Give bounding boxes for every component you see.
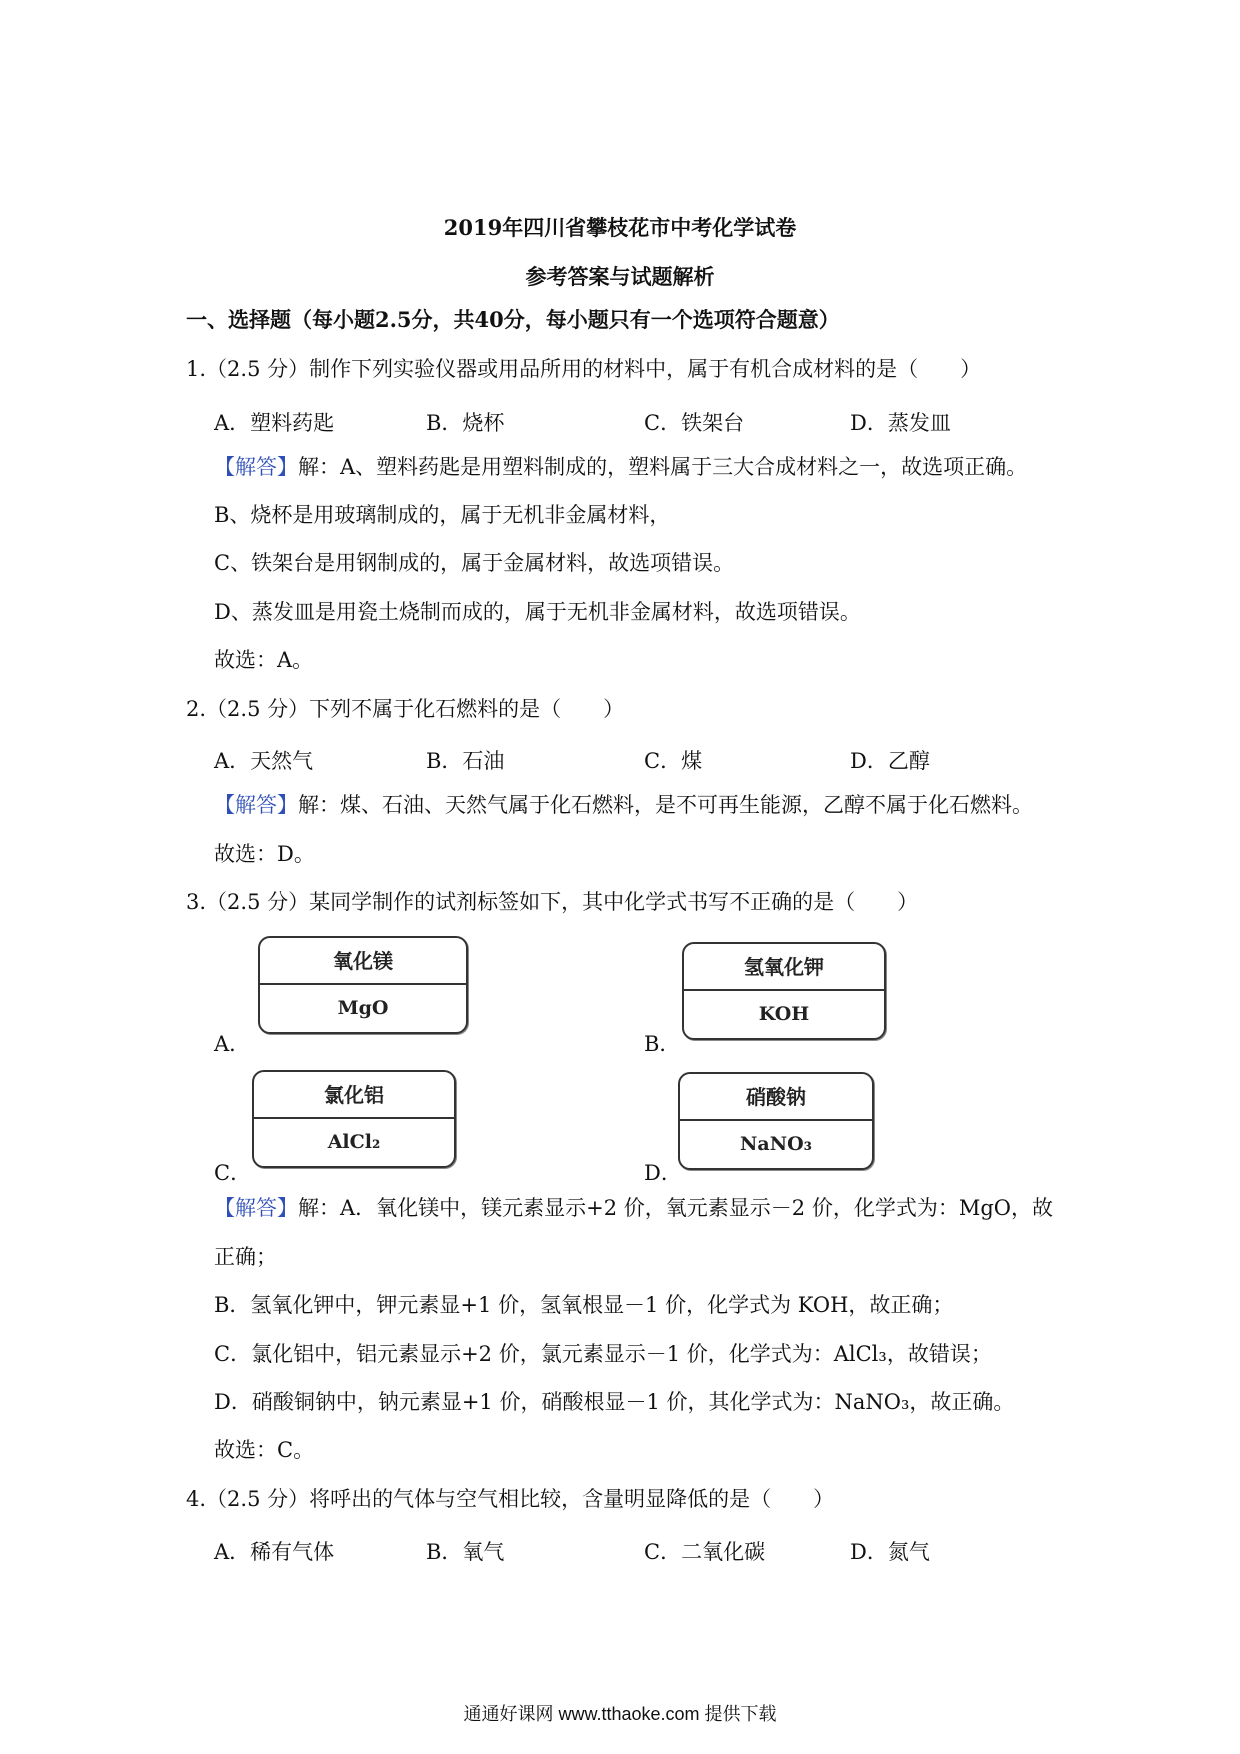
q4-option-b: B．氧气 <box>426 1540 505 1564</box>
label-a-name: 氧化镁 <box>260 938 466 985</box>
q1-answer-line-2: B、烧杯是用玻璃制成的，属于无机非金属材料， <box>214 503 671 527</box>
question-4-stem: 4.（2.5 分）将呼出的气体与空气相比较，含量明显降低的是（ ） <box>186 1487 835 1511</box>
q2-answer-line-2: 故选：D。 <box>214 842 315 866</box>
question-1-stem: 1.（2.5 分）制作下列实验仪器或用品所用的材料中，属于有机合成材料的是（ ） <box>186 357 982 381</box>
question-3-stem: 3.（2.5 分）某同学制作的试剂标签如下，其中化学式书写不正确的是（ ） <box>186 890 919 914</box>
label-b-name: 氢氧化钾 <box>684 944 884 991</box>
reagent-label-c <box>252 1070 456 1168</box>
q1-answer-line-1: 【解答】解：A、塑料药匙是用塑料制成的，塑料属于三大合成材料之一，故选项正确。 <box>214 455 1028 479</box>
answer-tag: 【解答】 <box>214 1196 298 1220</box>
q4-option-c: C．二氧化碳 <box>644 1540 766 1564</box>
q4-option-d: D．氮气 <box>850 1540 930 1564</box>
q1-answer-line-3: C、铁架台是用钢制成的，属于金属材料，故选项错误。 <box>214 551 735 575</box>
q1-option-c: C．铁架台 <box>644 411 745 435</box>
label-c-formula: AlCl₂ <box>327 1131 381 1153</box>
q1-option-b: B．烧杯 <box>426 411 505 435</box>
reagent-label-b <box>682 942 886 1040</box>
q3-option-b: B． <box>644 1032 681 1056</box>
answer-tag: 【解答】 <box>214 793 298 817</box>
q3-option-d: D． <box>644 1161 682 1185</box>
section-heading: 一、选择题（每小题2.5分，共40分，每小题只有一个选项符合题意） <box>186 307 840 332</box>
q2-option-b: B．石油 <box>426 749 505 773</box>
q3-answer-line-6: 故选：C。 <box>214 1438 315 1462</box>
q4-option-a: A．稀有气体 <box>214 1540 335 1564</box>
q2-answer-line-1: 【解答】解：煤、石油、天然气属于化石燃料，是不可再生能源，乙醇不属于化石燃料。 <box>214 793 1033 817</box>
q1-answer-line-5: 故选：A。 <box>214 648 314 672</box>
q3-answer-line-2: 正确； <box>214 1245 277 1269</box>
q2-option-a: A．天然气 <box>214 749 314 773</box>
label-c-name: 氯化铝 <box>254 1072 454 1119</box>
q2-option-c: C．煤 <box>644 749 703 773</box>
label-a-formula: MgO <box>337 997 389 1019</box>
reagent-label-d <box>678 1072 874 1170</box>
reagent-label-a <box>258 936 468 1034</box>
question-2-stem: 2.（2.5 分）下列不属于化石燃料的是（ ） <box>186 697 625 721</box>
q1-option-a: A．塑料药匙 <box>214 411 335 435</box>
label-d-formula: NaNO₃ <box>740 1133 812 1155</box>
q2-option-d: D．乙醇 <box>850 749 930 773</box>
label-d-name: 硝酸钠 <box>680 1074 872 1121</box>
answer-tag: 【解答】 <box>214 455 298 479</box>
q3-answer-line-4: C．氯化铝中，铝元素显示+2 价，氯元素显示－1 价，化学式为：AlCl₃，故错误； <box>214 1342 992 1366</box>
q1-option-d: D．蒸发皿 <box>850 411 951 435</box>
page-footer: 通通好课网 www.tthaoke.com 提供下载 <box>463 1704 777 1724</box>
q3-answer-line-1: 【解答】解：A．氧化镁中，镁元素显示+2 价，氧元素显示－2 价，化学式为：MgO，故 <box>214 1196 1053 1220</box>
q3-option-c: C． <box>214 1161 252 1185</box>
q3-answer-line-5: D．硝酸铜钠中，钠元素显+1 价，硝酸根显－1 价，其化学式为：NaNO₃，故正确。 <box>214 1390 1015 1414</box>
label-b-formula: KOH <box>758 1003 810 1025</box>
page-title: 2019年四川省攀枝花市中考化学试卷 <box>443 215 797 240</box>
q3-option-a: A． <box>214 1032 251 1056</box>
page-subtitle: 参考答案与试题解析 <box>525 264 715 289</box>
q3-answer-line-3: B．氢氧化钾中，钾元素显+1 价，氢氧根显－1 价，化学式为 KOH，故正确； <box>214 1293 954 1317</box>
q1-answer-line-4: D、蒸发皿是用瓷土烧制而成的，属于无机非金属材料，故选项错误。 <box>214 600 861 624</box>
